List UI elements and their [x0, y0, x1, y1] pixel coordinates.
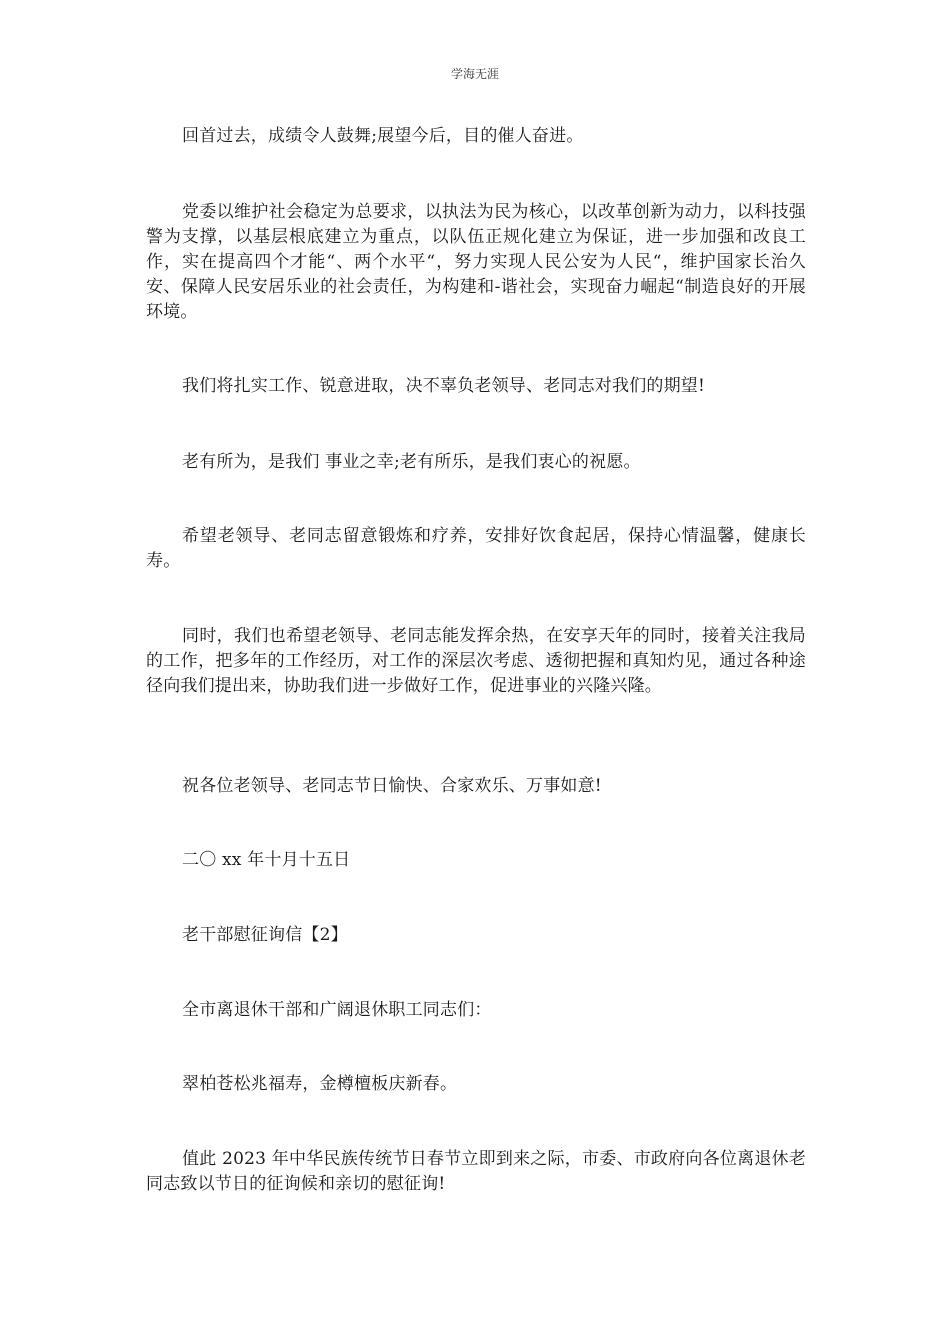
- paragraph-wishes: 老有所为，是我们 事业之幸;老有所乐，是我们衷心的祝愿。: [182, 452, 641, 472]
- letter-salutation: 全市离退休干部和广阔退休职工同志们：: [182, 1000, 492, 1020]
- paragraph-review: 回首过去，成绩令人鼓舞;展望今后，目的催人奋进。: [182, 126, 584, 146]
- paragraph-contribution: 同时，我们也希望老领导、老同志能发挥余热，在安享天年的同时，接着关注我局的工作，把多年的工作经历，对工作的深层次考虑、透彻把握和真知灼见，通过各种途径向我们提出来，协助我们进一步做好工作，促进事业的兴隆兴隆。: [146, 626, 806, 696]
- paragraph-party-committee: 党委以维护社会稳定为总要求，以执法为民为核心，以改革创新为动力，以科技强警为支撑，以基层根底建立为重点，以队伍正规化建立为保证，进一步加强和改良工作，实在提高四个才能“、两个水平“，努力实现人民公安为人民“，维护国家长治久安、保障人民安居乐业的社会责任，为构建和-谐社会，实现奋力崛起“制造良好的开展环境。: [146, 202, 806, 322]
- page-header: 学海无涯: [450, 67, 499, 81]
- paragraph-greeting: 翠柏苍松兆福寿，金樽檀板庆新春。: [182, 1074, 458, 1094]
- paragraph-commitment: 我们将扎实工作、锐意进取，决不辜负老领导、老同志对我们的期望!: [182, 376, 706, 396]
- section-title: 老干部慰征询信【2】: [182, 925, 348, 945]
- paragraph-health: 希望老领导、老同志留意锻炼和疗养，安排好饮食起居，保持心情温馨，健康长寿。: [146, 526, 806, 571]
- letter-date: 二〇 xx 年十月十五日: [182, 850, 351, 870]
- paragraph-spring-festival: 值此 2023 年中华民族传统节日春节立即到来之际，市委、市政府向各位离退休老同志致以节日的征询候和亲切的慰征询!: [146, 1149, 806, 1194]
- paragraph-blessing: 祝各位老领导、老同志节日愉快、合家欢乐、万事如意!: [182, 776, 602, 796]
